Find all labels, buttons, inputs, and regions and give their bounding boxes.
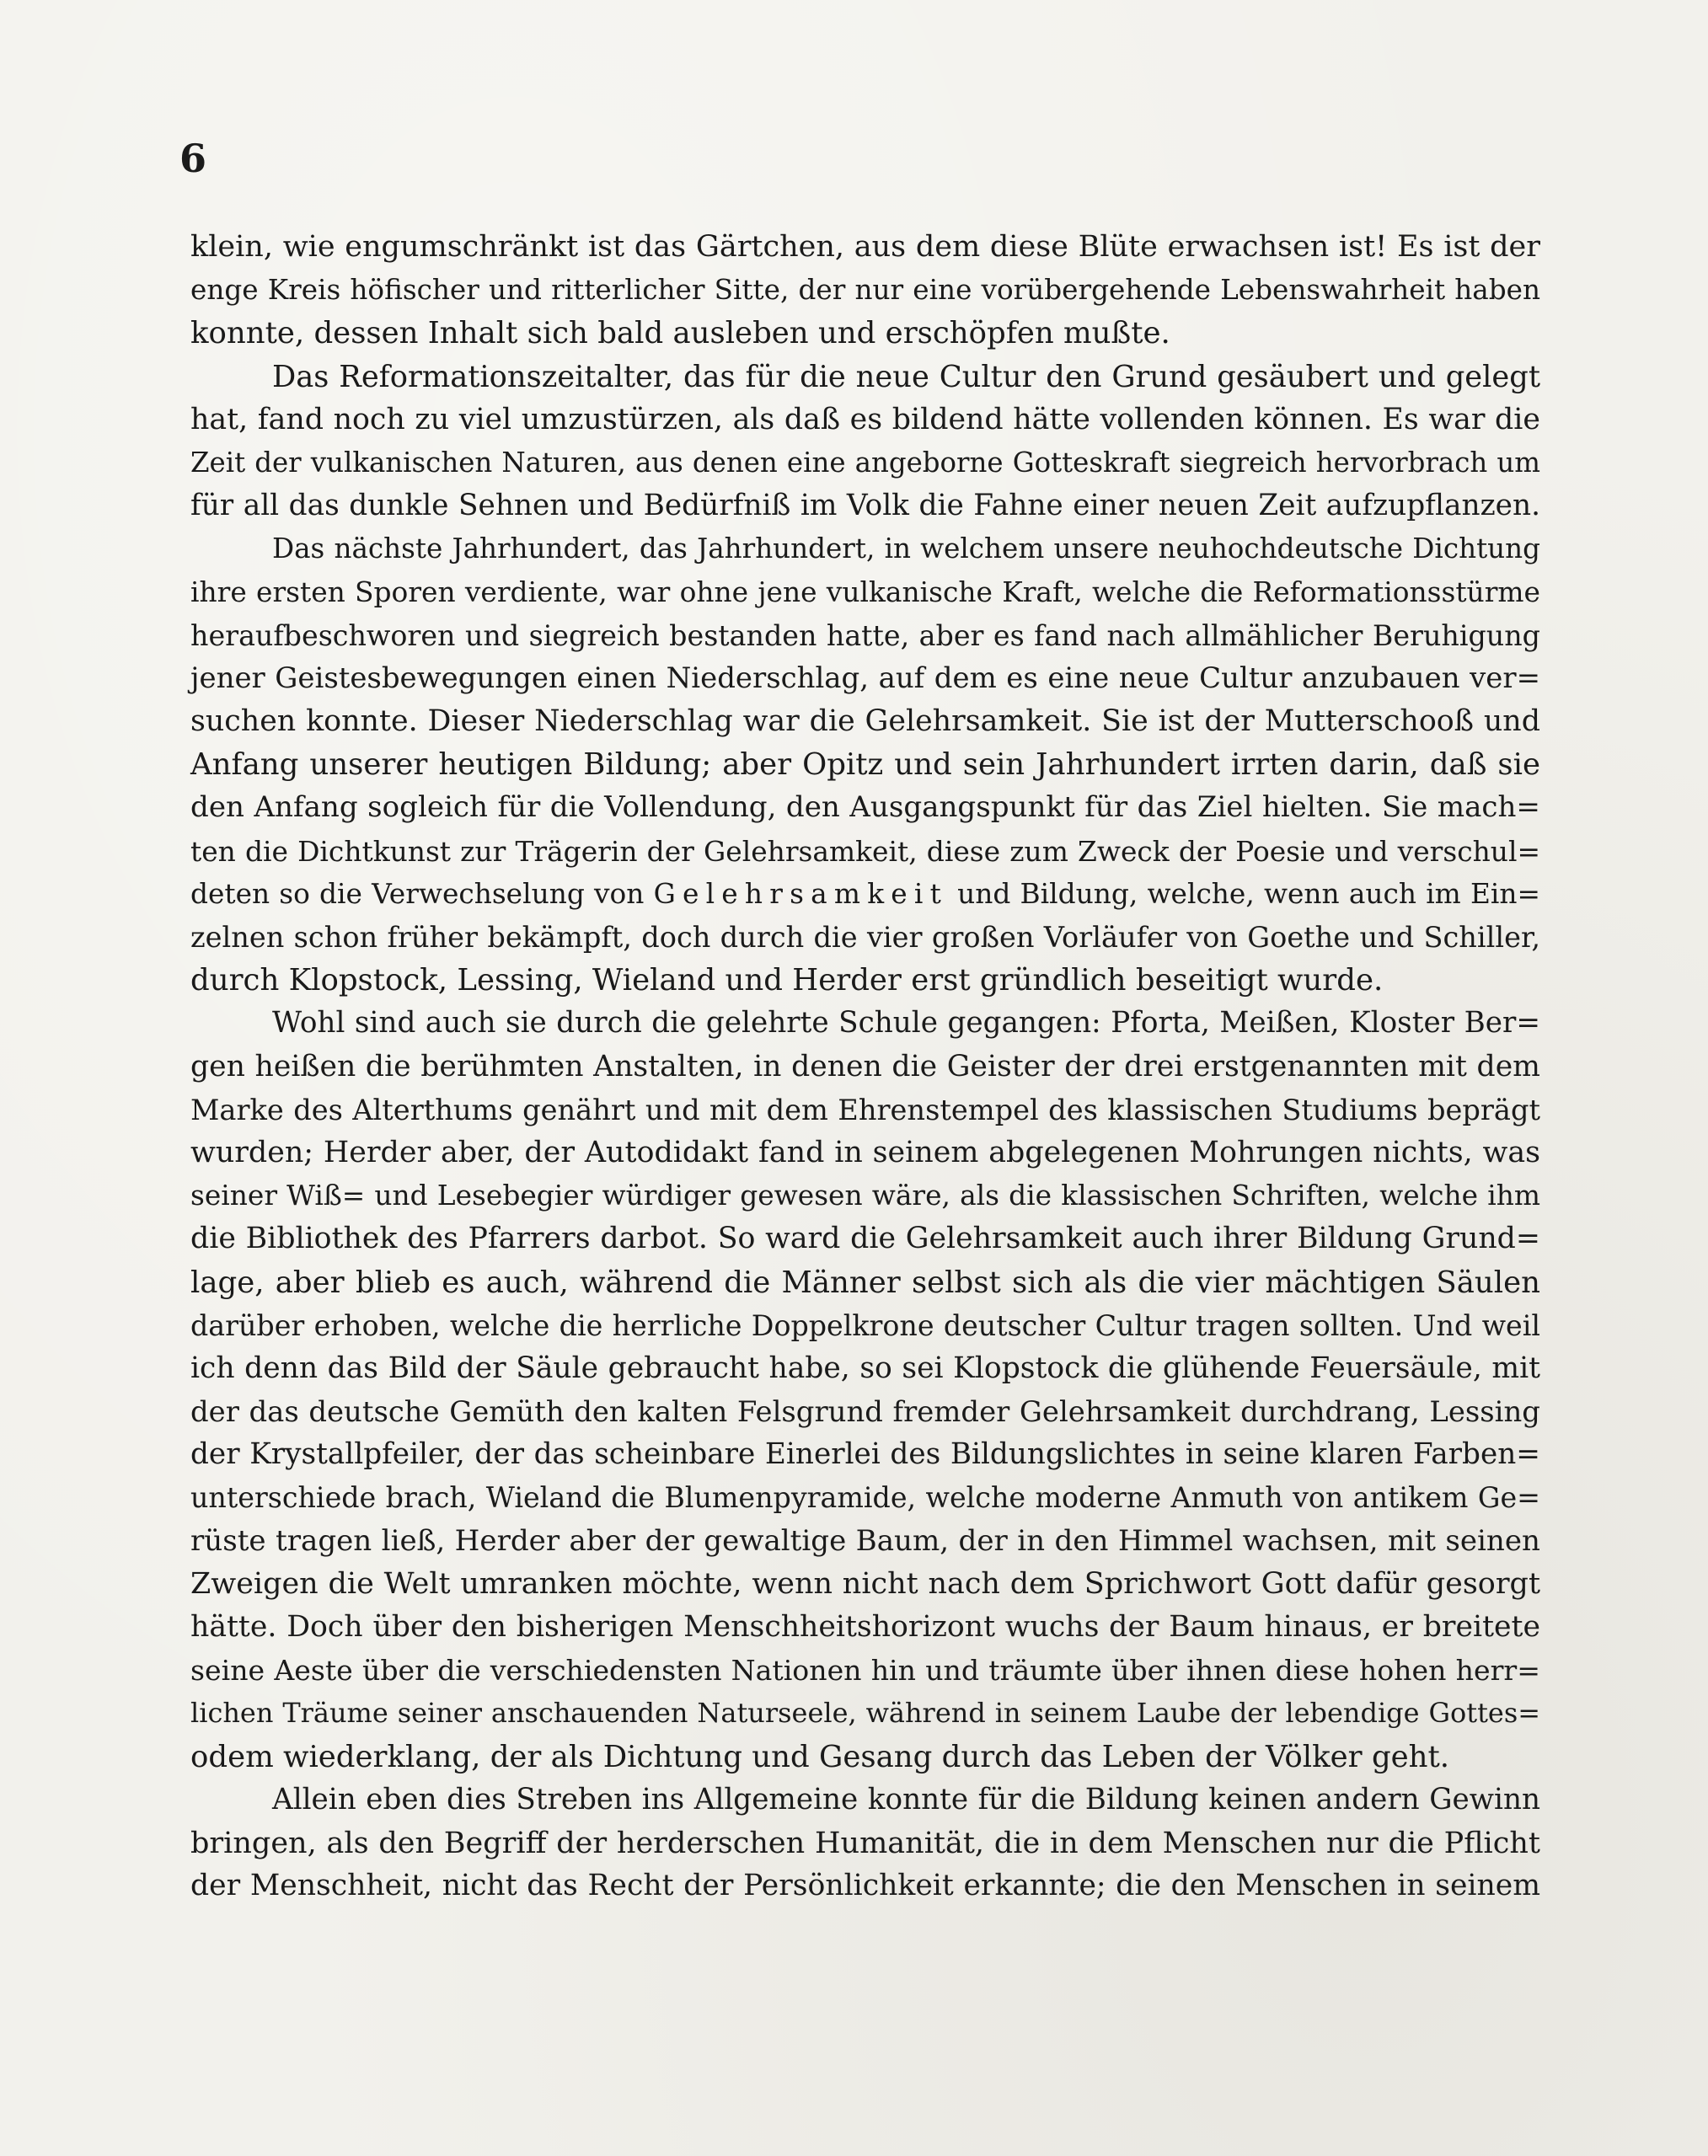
text-line: enge Kreis höfischer und ritterlicher Sitte, der nur eine vorübergehende Lebenswahrheit haben xyxy=(190,274,1540,307)
text-line: ich denn das Bild der Säule gebraucht habe, so sei Klopstock die glühende Feuersäule, mit xyxy=(190,1351,1540,1385)
text-line: Marke des Alterthums genährt und mit dem Ehrenstempel des klassischen Studiums beprägt xyxy=(190,1093,1540,1126)
text-line: durch Klopstock, Lessing, Wieland und Herder erst gründlich beseitigt wurde. xyxy=(190,963,1384,998)
text-line: lichen Träume seiner anschauenden Naturseele, während in seinem Laube der lebendige Gottes= xyxy=(190,1697,1540,1730)
text-line: der Menschheit, nicht das Recht der Persönlichkeit erkannte; die den Menschen in seinem xyxy=(190,1869,1540,1903)
text-segment: deten so die Verwechselung von xyxy=(190,877,654,910)
text-line: rüste tragen ließ, Herder aber der gewaltige Baum, der in den Himmel wachsen, mit seinen xyxy=(190,1523,1540,1558)
text-line: Anfang unserer heutigen Bildung; aber Opitz und sein Jahrhundert irrten darin, daß sie xyxy=(190,747,1540,783)
text-line: wurden; Herder aber, der Autodidakt fand in seinem abgelegenen Mohrungen nichts, was xyxy=(190,1135,1540,1169)
text-line: der Krystallpfeiler, der das scheinbare Einerlei des Bildungslichtes in seine klaren Farben= xyxy=(190,1437,1540,1472)
text-line: Zeit der vulkanischen Naturen, aus denen eine angeborne Gotteskraft siegreich hervorbrach um xyxy=(190,446,1540,479)
text-line: klein, wie engumschränkt ist das Gärtchen, aus dem diese Blüte erwachsen ist! Es ist der xyxy=(190,230,1540,264)
emphasized-word: Gelehrsamkeit xyxy=(653,877,948,910)
text-line xyxy=(190,873,1540,916)
text-line: hätte. Doch über den bisherigen Menschheitshorizont wuchs der Baum hinaus, er breitete xyxy=(190,1610,1540,1644)
body-text xyxy=(190,226,1540,1907)
text-line: für all das dunkle Sehnen und Bedürfniß im Volk die Fahne einer neuen Zeit aufzupflanzen. xyxy=(190,489,1540,523)
text-line: die Bibliothek des Pfarrers darbot. So ward die Gelehrsamkeit auch ihrer Bildung Grund= xyxy=(190,1222,1540,1256)
text-line: gen heißen die berühmten Anstalten, in denen die Geister der drei erstgenannten mit dem xyxy=(190,1049,1540,1083)
text-line: heraufbeschworen und siegreich bestanden hatte, aber es fand nach allmählicher Beruhigung xyxy=(190,618,1540,652)
text-line: odem wiederklang, der als Dichtung und Gesang durch das Leben der Völker geht. xyxy=(190,1739,1450,1774)
text-line: ten die Dichtkunst zur Trägerin der Gelehrsamkeit, diese zum Zweck der Poesie und verschul= xyxy=(190,834,1540,868)
text-line: Allein eben dies Streben ins Allgemeine konnte für die Bildung keinen andern Gewinn xyxy=(272,1782,1540,1816)
text-line: lage, aber blieb es auch, während die Männer selbst sich als die vier mächtigen Säulen xyxy=(190,1265,1540,1300)
text-line: Wohl sind auch sie durch die gelehrte Schule gegangen: Pforta, Meißen, Kloster Ber= xyxy=(272,1006,1540,1041)
text-segment: und Bildung, welche, wenn auch im Ein= xyxy=(947,877,1540,910)
text-line: bringen, als den Begriff der herderschen Humanität, die in dem Menschen nur die Pflicht xyxy=(190,1825,1540,1860)
text-line: suchen konnte. Dieser Niederschlag war die Gelehrsamkeit. Sie ist der Mutterschooß und xyxy=(190,704,1540,739)
text-line: seine Aeste über die verschiedensten Nationen hin und träumte über ihnen diese hohen herr= xyxy=(190,1654,1540,1688)
text-line: hat, fand noch zu viel umzustürzen, als daß es bildend hätte vollenden können. Es war die xyxy=(190,402,1540,436)
text-line: seiner Wiß= und Lesebegier würdiger gewesen wäre, als die klassischen Schriften, welche ihm xyxy=(190,1180,1540,1212)
page-number: 6 xyxy=(179,136,207,181)
text-line: Das Reformationszeitalter, das für die neue Cultur den Grund gesäubert und gelegt xyxy=(272,359,1540,394)
text-line: unterschiede brach, Wieland die Blumenpyramide, welche moderne Anmuth von antikem Ge= xyxy=(190,1481,1540,1515)
text-line: Zweigen die Welt umranken möchte, wenn nicht nach dem Sprichwort Gott dafür gesorgt xyxy=(190,1566,1540,1601)
text-line: konnte, dessen Inhalt sich bald ausleben und erschöpfen mußte. xyxy=(190,316,1170,351)
text-line: Das nächste Jahrhundert, das Jahrhundert, in welchem unsere neuhochdeutsche Dichtung xyxy=(272,532,1540,565)
text-line: der das deutsche Gemüth den kalten Felsgrund fremder Gelehrsamkeit durchdrang, Lessing xyxy=(190,1395,1540,1429)
text-line: darüber erhoben, welche die herrliche Doppelkrone deutscher Cultur tragen sollten. Und weil xyxy=(190,1308,1540,1342)
text-line: zelnen schon früher bekämpft, doch durch die vier großen Vorläufer von Goethe und Schiller, xyxy=(190,921,1540,954)
text-line: den Anfang sogleich für die Vollendung, den Ausgangspunkt für das Ziel hielten. Sie mach= xyxy=(190,790,1540,825)
text-line: jener Geistesbewegungen einen Niederschlag, auf dem es eine neue Cultur anzubauen ver= xyxy=(190,661,1540,695)
text-line: ihre ersten Sporen verdiente, war ohne jene vulkanische Kraft, welche die Reformationsstürme xyxy=(190,575,1540,608)
